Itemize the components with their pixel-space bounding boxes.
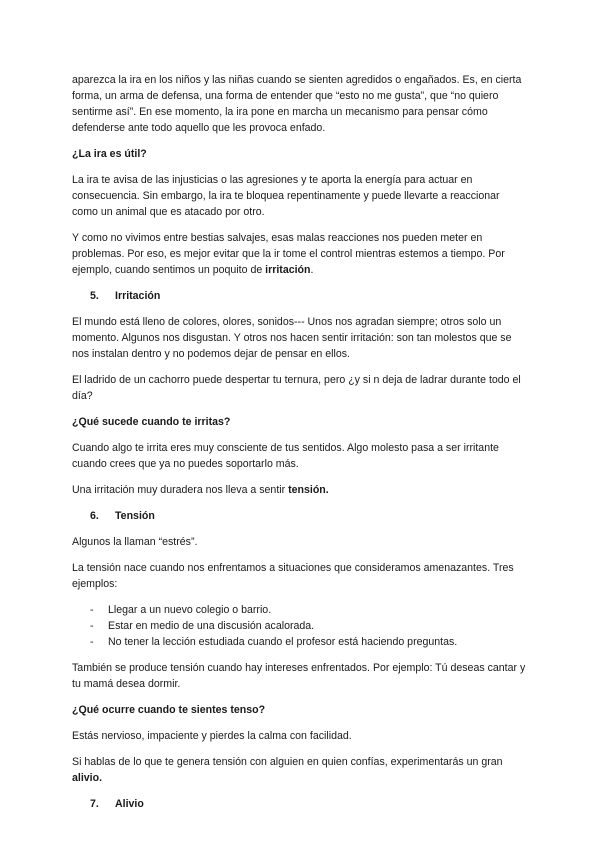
paragraph-intereses: También se produce tensión cuando hay intereses enfrentados. Por ejemplo: Tú deseas cantar y tu mamá desea dormir.: [72, 662, 526, 690]
paragraph-irritacion-duradera: [72, 482, 528, 498]
paragraph-irritacion-bold: tensión.: [288, 484, 329, 496]
list-item: [72, 634, 528, 650]
section-5-heading: [72, 288, 528, 304]
dash-bullet: -: [90, 636, 94, 648]
paragraph-bestias: [72, 230, 528, 278]
section-6-number: 6.: [90, 510, 99, 522]
dash-bullet: -: [90, 620, 94, 632]
paragraph-alivio-bold: alivio.: [72, 772, 103, 784]
list-item: [72, 618, 528, 634]
list-item-text: Estar en medio de una discusión acalorada.: [108, 620, 315, 632]
paragraph-irritacion-text: Una irritación muy duradera nos lleva a sentir: [72, 484, 289, 496]
paragraph-ira-intro: aparezca la ira en los niños y las niñas cuando se sienten agredidos o engañados. Es, en cierta forma, un arma de defensa, una forma de entender que “esto no me gusta”, que “no quiero sentirme así”. En ese momento, la ira pone en marcha un mecanismo para pensar cómo defenderse ante todo aquello que les provoca enfado.: [72, 74, 522, 134]
section-6-heading: [72, 508, 528, 524]
paragraph-alivio: [72, 754, 528, 786]
section-6-title: Tensión: [115, 510, 155, 522]
paragraph-irrita: Cuando algo te irrita eres muy consciente de tus sentidos. Algo molesto pasa a ser irritante cuando crees que ya no puedes soportarlo más.: [72, 442, 499, 470]
paragraph-ira-avisa: La ira te avisa de las injusticias o las agresiones y te aporta la energía para actuar en consecuencia. Sin embargo, la ira te bloquea repentinamente y puede llevarte a reaccionar como un animal que es atacado por otro.: [72, 174, 500, 218]
paragraph-estres: Algunos la llaman “estrés”.: [72, 536, 198, 548]
paragraph-alivio-text: Si hablas de lo que te genera tensión con alguien en quien confías, experimentarás un gran: [72, 756, 503, 768]
section-5-title: Irritación: [115, 290, 161, 302]
list-item-text: No tener la lección estudiada cuando el profesor está haciendo preguntas.: [108, 636, 458, 648]
paragraph-bestias-bold: irritación: [265, 264, 311, 276]
document-page: [72, 72, 528, 822]
heading-tenso: ¿Qué ocurre cuando te sientes tenso?: [72, 704, 266, 716]
examples-list: [72, 602, 528, 650]
dash-bullet: -: [90, 604, 94, 616]
paragraph-bestias-end: .: [310, 264, 314, 276]
list-item-text: Llegar a un nuevo colegio o barrio.: [108, 604, 272, 616]
paragraph-bestias-text: Y como no vivimos entre bestias salvajes, esas malas reacciones nos pueden meter en problemas. Por eso, es mejor evitar que la ir tome el control mientras estemos a tiempo. Por ejemplo, cuando sentimos un poquito de: [72, 232, 505, 276]
heading-irritas: ¿Qué sucede cuando te irritas?: [72, 416, 231, 428]
paragraph-mundo: El mundo está lleno de colores, olores, sonidos--- Unos nos agradan siempre; otros solo un momento. Algunos nos disgustan. Y otros nos hacen sentir irritación: son tan molestos que se nos instalan dentro y no podemos dejar de pensar en ellos.: [72, 316, 512, 360]
paragraph-tension-nace: La tensión nace cuando nos enfrentamos a situaciones que consideramos amenazantes. Tres ejemplos:: [72, 562, 514, 590]
list-item: [72, 602, 528, 618]
section-5-number: 5.: [90, 290, 99, 302]
section-7-number: 7.: [90, 798, 99, 810]
paragraph-ladrido: El ladrido de un cachorro puede despertar tu ternura, pero ¿y si n deja de ladrar durante todo el día?: [72, 374, 521, 402]
section-7-heading: [72, 796, 528, 812]
paragraph-nervioso: Estás nervioso, impaciente y pierdes la calma con facilidad.: [72, 730, 352, 742]
heading-ira-util: ¿La ira es útil?: [72, 148, 147, 160]
section-7-title: Alivio: [115, 798, 144, 810]
